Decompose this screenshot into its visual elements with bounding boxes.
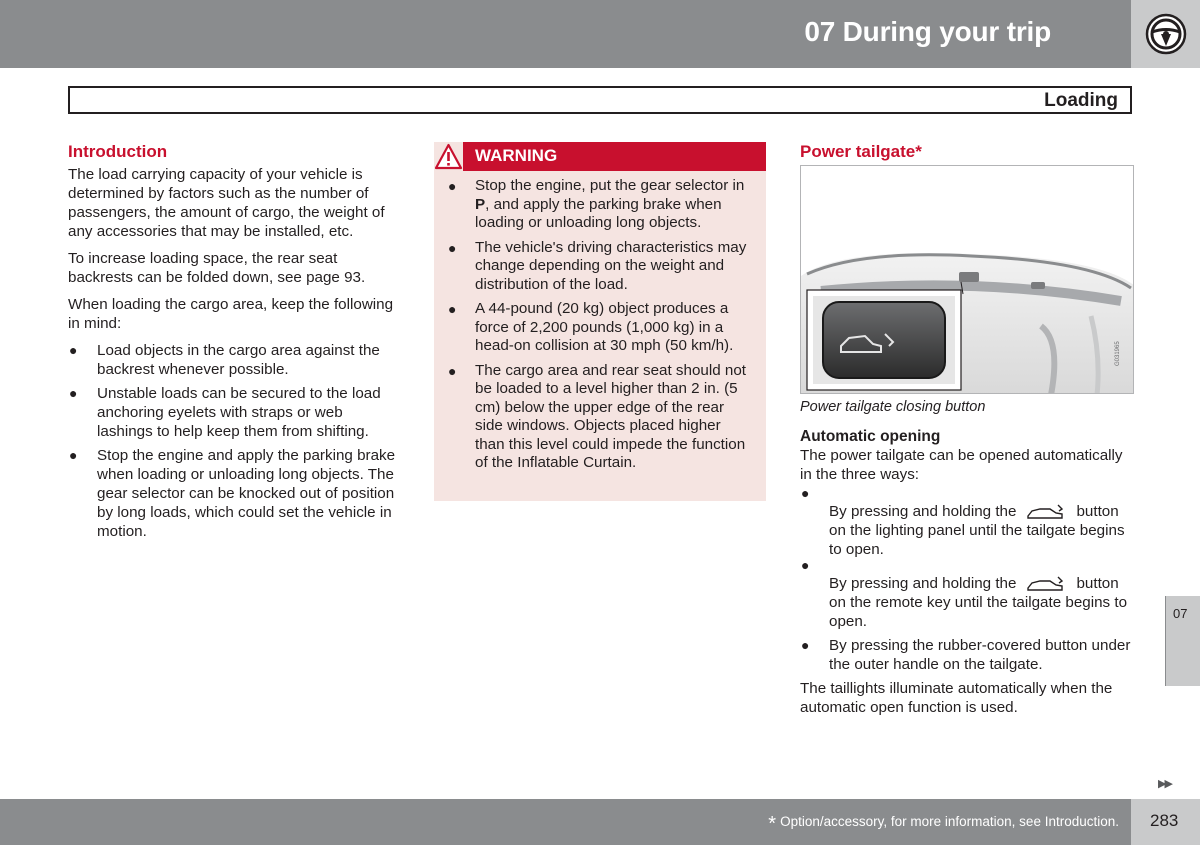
section-header (68, 86, 1132, 114)
double-arrow-right-icon[interactable]: ▶▶ (1158, 778, 1171, 790)
section-title: Loading (1044, 90, 1118, 111)
list-item: ● The cargo area and rear seat should not be loaded to a level higher than 2 in. (5 cm) below the upper edge of the rear side windows. Objects placed higher than this level could impede the function of the Inflatable Curtain. (448, 361, 747, 471)
warning-label: WARNING (475, 146, 558, 165)
tailgate-icon (1026, 503, 1066, 521)
steering-wheel-icon (1145, 13, 1187, 55)
list-item: ● Unstable loads can be secured to the load anchoring eyelets with straps or web lashings to help keep them from shifting. (69, 385, 381, 440)
loading-tips-list (68, 341, 400, 541)
list-item: ● The vehicle's driving characteristics may change depending on the weight and distribution of the load. (448, 238, 747, 293)
tailgate-icon (1026, 575, 1066, 593)
list-item: ● By pressing and holding the button on the lighting panel until the tailgate begins to open. (801, 485, 1125, 558)
introduction-heading: Introduction (68, 142, 168, 161)
tailgate-illustration (801, 166, 1134, 394)
list-item: ● Load objects in the cargo area against the backrest whenever possible. (69, 342, 380, 378)
automatic-opening-intro: The power tailgate can be opened automatically in the three ways: (800, 447, 1123, 483)
chapter-title: 07 During your trip (804, 16, 1051, 47)
list-item: ● By pressing the rubber-covered button under the outer handle on the tailgate. (801, 637, 1131, 673)
automatic-opening-heading: Automatic opening (800, 428, 941, 445)
footer (0, 799, 1131, 845)
chapter-tab[interactable] (1165, 596, 1200, 686)
list-item: ● A 44-pound (20 kg) object produces a force of 2,200 pounds (1,000 kg) in a head-on collision at 30 mph (50 km/h). (448, 300, 734, 354)
power-tailgate-column (800, 140, 1134, 725)
chapter-icon-box (1131, 0, 1200, 68)
intro-paragraph: When loading the cargo area, keep the following in mind: (68, 296, 394, 332)
page-number-box (1131, 799, 1200, 845)
power-tailgate-heading: Power tailgate* (800, 142, 922, 161)
figure-caption: Power tailgate closing button (800, 399, 986, 415)
footnote: * Option/accessory, for more information, see Introduction. (768, 813, 1119, 835)
intro-paragraph: To increase loading space, the rear seat backrests can be folded down, see page 93. (68, 250, 366, 286)
intro-paragraph: The load carrying capacity of your vehicle is determined by factors such as the number of passengers, the amount of cargo, the weight of any accessories that may be installed, etc. (68, 166, 385, 240)
list-item: ● By pressing and holding the button on the remote key until the tailgate begins to open. (801, 557, 1128, 630)
warning-triangle-icon (434, 142, 463, 171)
list-item: ● Stop the engine, put the gear selector in P, and apply the parking brake when loading or unloading long objects. (448, 177, 745, 231)
chapter-tab-label: 07 (1173, 606, 1188, 621)
tailgate-figure (800, 165, 1134, 394)
figure-code: G031965 (1115, 341, 1121, 366)
warning-box (434, 142, 766, 501)
page-number: 283 (1150, 811, 1179, 830)
warning-list (434, 171, 766, 473)
warning-header (434, 142, 766, 171)
introduction-column (68, 140, 400, 546)
list-item: ● Stop the engine and apply the parking brake when loading or unloading long objects. The gear selector can be knocked out of position by long loads, which could set the vehicle in motion. (69, 447, 396, 540)
chapter-header (0, 0, 1131, 68)
closing-paragraph: The taillights illuminate automatically when the automatic open function is used. (800, 680, 1113, 716)
opening-methods-list (800, 485, 1134, 674)
